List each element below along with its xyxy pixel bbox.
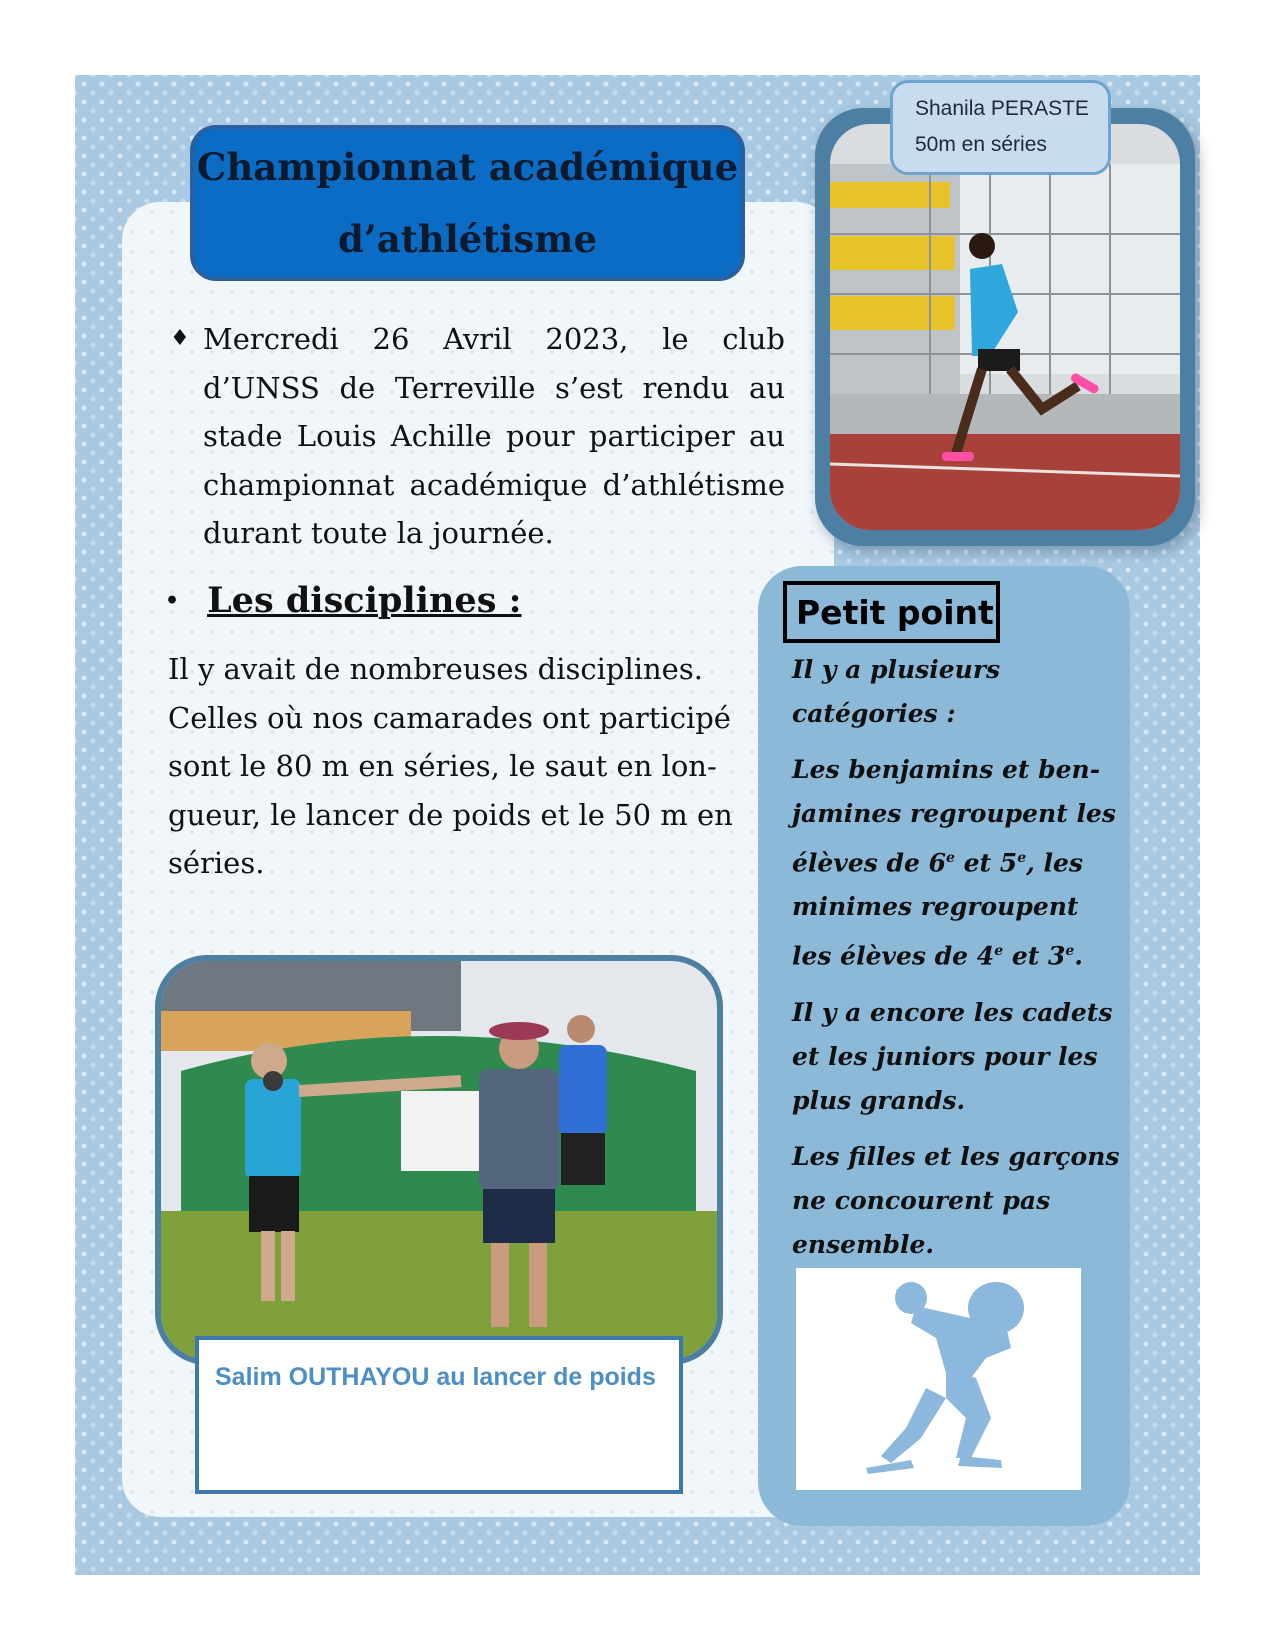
title-banner bbox=[190, 125, 745, 281]
diamond-bullet-icon: ♦ bbox=[170, 326, 190, 351]
shot-put-caption: Salim OUTHAYOU au lancer de poids bbox=[195, 1336, 683, 1494]
intro-text: Mercredi 26 Avril 2023, le club d’UNSS de Terreville s’est rendu au stade Louis Achille pour participer au championnat académique d’athlétisme durant toute la journée. bbox=[203, 322, 785, 550]
petit-point-label: Petit point bbox=[783, 581, 1000, 643]
shot-put-silhouette-icon bbox=[796, 1268, 1081, 1490]
shot-put-silhouette bbox=[796, 1268, 1081, 1490]
shot-put-photo-image bbox=[161, 961, 717, 1359]
runner-event: 50m en séries bbox=[915, 133, 1047, 156]
title-line-2: d’athlétisme bbox=[338, 217, 597, 261]
petit-point-paragraph-1: Il y a plusieurs catégories : bbox=[792, 655, 1001, 728]
petit-point-text bbox=[792, 648, 1124, 1279]
intro-paragraph bbox=[170, 315, 785, 558]
petit-point-paragraph-3: Il y a encore les cadets et les juniors pour les plus grands. bbox=[792, 997, 1113, 1115]
runner-caption bbox=[890, 80, 1111, 175]
disciplines-heading-text: Les disciplines : bbox=[207, 580, 522, 621]
title-line-1: Championnat académique bbox=[196, 145, 739, 189]
petit-point-paragraph-4: Les filles et les garçons ne concourent pas ensemble. bbox=[792, 1141, 1120, 1259]
runner-photo-image bbox=[830, 124, 1180, 530]
dot-bullet-icon: • bbox=[165, 587, 180, 614]
disciplines-heading bbox=[165, 580, 522, 621]
disciplines-text: Il y avait de nombreuses disciplines. Celles où nos camarades ont participé sont le 80 m en séries, le saut en lon-gueur, le lancer de poids et le 50 m en séries. bbox=[168, 652, 733, 880]
petit-point-paragraph-2: Les benjamins et ben-jamines regroupent les élèves de 6e et 5e, les minimes regroupent les élèves de 4e et 3e. bbox=[792, 755, 1116, 971]
runner-name: Shanila PERASTE bbox=[915, 97, 1089, 120]
shot-put-photo bbox=[155, 955, 723, 1365]
